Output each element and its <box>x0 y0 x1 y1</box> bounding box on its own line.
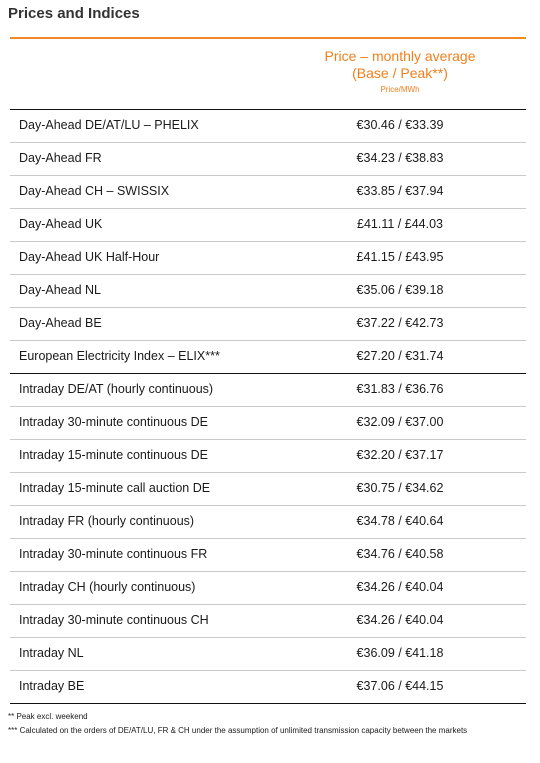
table-row <box>10 671 526 704</box>
market-name: Intraday 30-minute continuous CH <box>19 613 209 627</box>
market-name: Day-Ahead CH – SWISSIX <box>19 184 170 198</box>
page-title: Prices and Indices <box>8 5 140 22</box>
market-name: Intraday DE/AT (hourly continuous) <box>19 382 214 396</box>
market-name: Intraday CH (hourly continuous) <box>19 580 196 594</box>
market-name: Day-Ahead UK <box>19 217 103 231</box>
table-row <box>10 110 526 143</box>
market-price: €34.26 / €40.04 <box>356 580 444 594</box>
market-price: €35.06 / €39.18 <box>356 283 444 297</box>
market-name: Intraday 15-minute call auction DE <box>19 481 211 495</box>
market-price: €27.20 / €31.74 <box>356 349 444 363</box>
market-name: Intraday BE <box>19 679 85 693</box>
market-price: €33.85 / €37.94 <box>356 184 444 198</box>
market-price: €30.75 / €34.62 <box>356 481 444 495</box>
table-row <box>10 242 526 275</box>
market-name: Day-Ahead UK Half-Hour <box>19 250 160 264</box>
price-header-line2: (Base / Peak**) <box>352 65 448 81</box>
table-row <box>10 374 526 407</box>
table-row <box>10 605 526 638</box>
footnote-peak: ** Peak excl. weekend <box>8 712 88 721</box>
market-price: €36.09 / €41.18 <box>356 646 444 660</box>
market-name: Intraday FR (hourly continuous) <box>19 514 195 528</box>
market-name: European Electricity Index – ELIX*** <box>19 349 220 363</box>
market-name: Day-Ahead BE <box>19 316 102 330</box>
market-name: Intraday NL <box>19 646 84 660</box>
footnote-elix: *** Calculated on the orders of DE/AT/LU, FR & CH under the assumption of unlimited transmission capacity between the markets <box>8 726 468 735</box>
market-price: €34.23 / €38.83 <box>356 151 444 165</box>
table-row <box>10 440 526 473</box>
market-price: €32.20 / €37.17 <box>356 448 444 462</box>
table-row <box>10 539 526 572</box>
table-row <box>10 308 526 341</box>
market-price: €37.06 / €44.15 <box>356 679 444 693</box>
market-name: Intraday 15-minute continuous DE <box>19 448 208 462</box>
table-row <box>10 275 526 308</box>
price-table <box>10 110 526 704</box>
table-row <box>10 506 526 539</box>
price-header-line1: Price – monthly average <box>324 48 476 64</box>
market-price: £41.11 / £44.03 <box>357 217 443 231</box>
market-name: Day-Ahead DE/AT/LU – PHELIX <box>19 118 199 132</box>
table-row <box>10 407 526 440</box>
market-price: €30.46 / €33.39 <box>356 118 444 132</box>
market-price: €34.26 / €40.04 <box>356 613 444 627</box>
table-row <box>10 176 526 209</box>
market-price: €34.76 / €40.58 <box>356 547 444 561</box>
footnotes <box>8 710 528 738</box>
price-column-header <box>300 48 500 96</box>
market-price: €34.78 / €40.64 <box>356 514 444 528</box>
table-row <box>10 572 526 605</box>
table-row <box>10 143 526 176</box>
table-row <box>10 638 526 671</box>
market-name: Intraday 30-minute continuous DE <box>19 415 208 429</box>
market-name: Day-Ahead NL <box>19 283 101 297</box>
market-price: £41.15 / £43.95 <box>356 250 444 264</box>
table-row <box>10 341 526 374</box>
price-unit: Price/MWh <box>380 85 420 94</box>
market-price: €37.22 / €42.73 <box>356 316 444 330</box>
table-header <box>10 39 526 109</box>
market-name: Intraday 30-minute continuous FR <box>19 547 208 561</box>
market-price: €31.83 / €36.76 <box>356 382 444 396</box>
table-row <box>10 473 526 506</box>
table-row <box>10 209 526 242</box>
market-price: €32.09 / €37.00 <box>356 415 444 429</box>
market-name: Day-Ahead FR <box>19 151 102 165</box>
